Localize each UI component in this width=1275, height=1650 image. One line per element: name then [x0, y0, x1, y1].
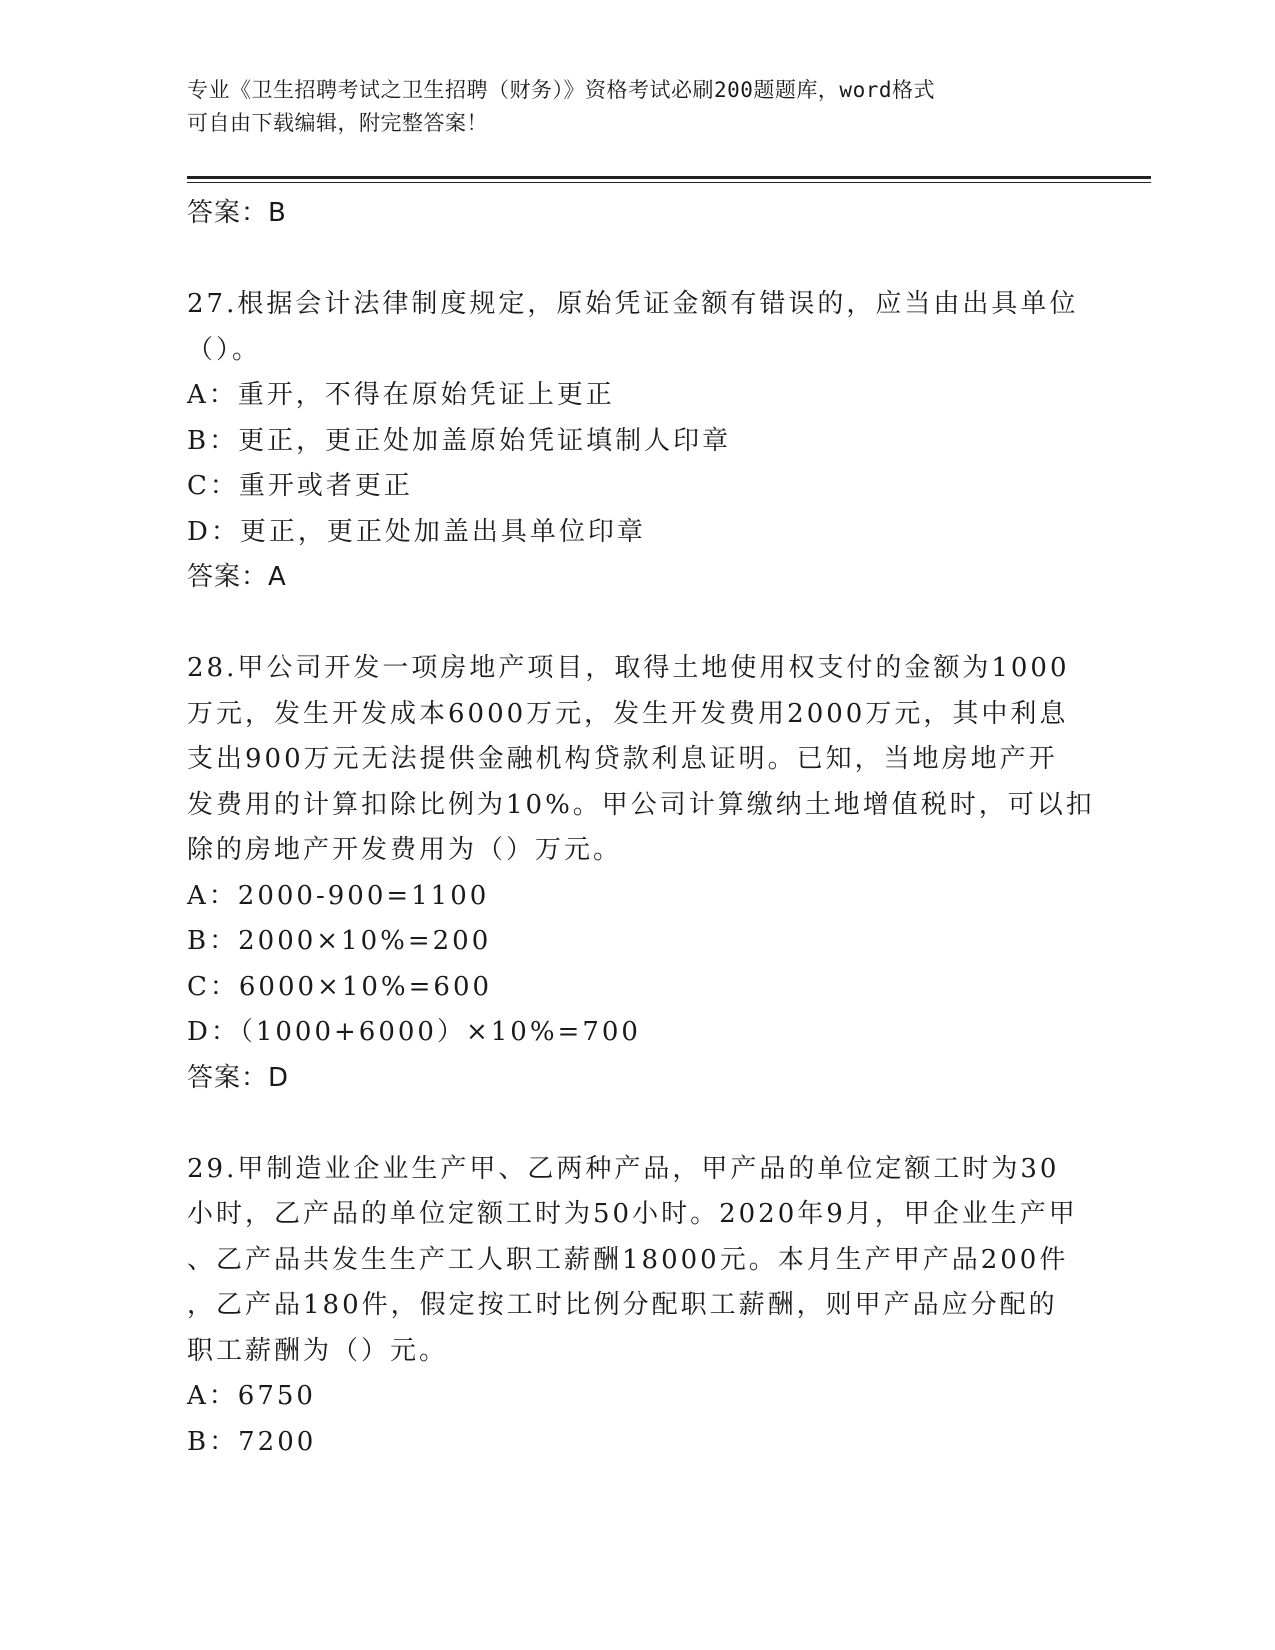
spacer [187, 1101, 1087, 1147]
option-b: B：7200 [187, 1426, 317, 1457]
option-d: D：更正，更正处加盖出具单位印章 [187, 516, 646, 547]
spacer [187, 601, 1087, 647]
question-stem-line: 29.甲制造业企业生产甲、乙两种产品，甲产品的单位定额工时为30 [187, 1153, 1060, 1184]
answer: 答案：D [187, 1062, 290, 1093]
header-divider-thick [187, 176, 1151, 179]
answer: 答案：A [187, 562, 287, 592]
document-header [187, 74, 1067, 140]
question-stem-line: ，乙产品180件，假定按工时比例分配职工薪酬，则甲产品应分配的 [187, 1290, 1058, 1320]
question-29 [187, 1147, 1087, 1466]
question-stem-line: 发费用的计算扣除比例为10%。甲公司计算缴纳土地增值税时，可以扣 [187, 789, 1095, 820]
option-a: A：2000-900=1100 [187, 880, 490, 911]
option-c: C：6000×10%=600 [187, 971, 493, 1002]
header-divider-thin [187, 182, 1151, 183]
question-stem-line: 27.根据会计法律制度规定，原始凭证金额有错误的，应当由出具单位 [187, 289, 1079, 319]
question-27 [187, 282, 1087, 601]
document-body [187, 191, 1095, 1465]
question-stem-line: 除的房地产开发费用为（）万元。 [187, 835, 623, 865]
question-stem-line: 支出900万元无法提供金融机构贷款利息证明。已知，当地房地产开 [187, 744, 1058, 774]
question-stem-line: 、乙产品共发生生产工人职工薪酬18000元。本月生产甲产品200件 [187, 1244, 1069, 1275]
option-a: A：重开，不得在原始凭证上更正 [187, 380, 615, 410]
header-line-2: 可自由下载编辑，附完整答案！ [187, 111, 488, 135]
question-stem-line: 万元，发生开发成本6000万元，发生开发费用2000万元，其中利息 [187, 698, 1069, 729]
option-a: A：6750 [187, 1381, 316, 1411]
option-b: B：2000×10%=200 [187, 926, 492, 956]
option-d: D：（1000+6000）×10%=700 [187, 1017, 641, 1047]
spacer [187, 237, 1087, 283]
question-28 [187, 646, 1095, 1101]
option-c: C：重开或者更正 [187, 471, 413, 501]
question-stem-line: （）。 [187, 334, 262, 365]
question-stem-line: 28.甲公司开发一项房地产项目，取得土地使用权支付的金额为1000 [187, 653, 1070, 683]
previous-answer: 答案：B [187, 198, 287, 228]
option-b: B：更正，更正处加盖原始凭证填制人印章 [187, 425, 732, 456]
header-line-1: 专业《卫生招聘考试之卫生招聘（财务）》资格考试必刷200题题库，word格式 [187, 78, 935, 102]
question-stem-line: 职工薪酬为（）元。 [187, 1335, 449, 1366]
question-stem-line: 小时，乙产品的单位定额工时为50小时。2020年9月，甲企业生产甲 [187, 1199, 1078, 1229]
